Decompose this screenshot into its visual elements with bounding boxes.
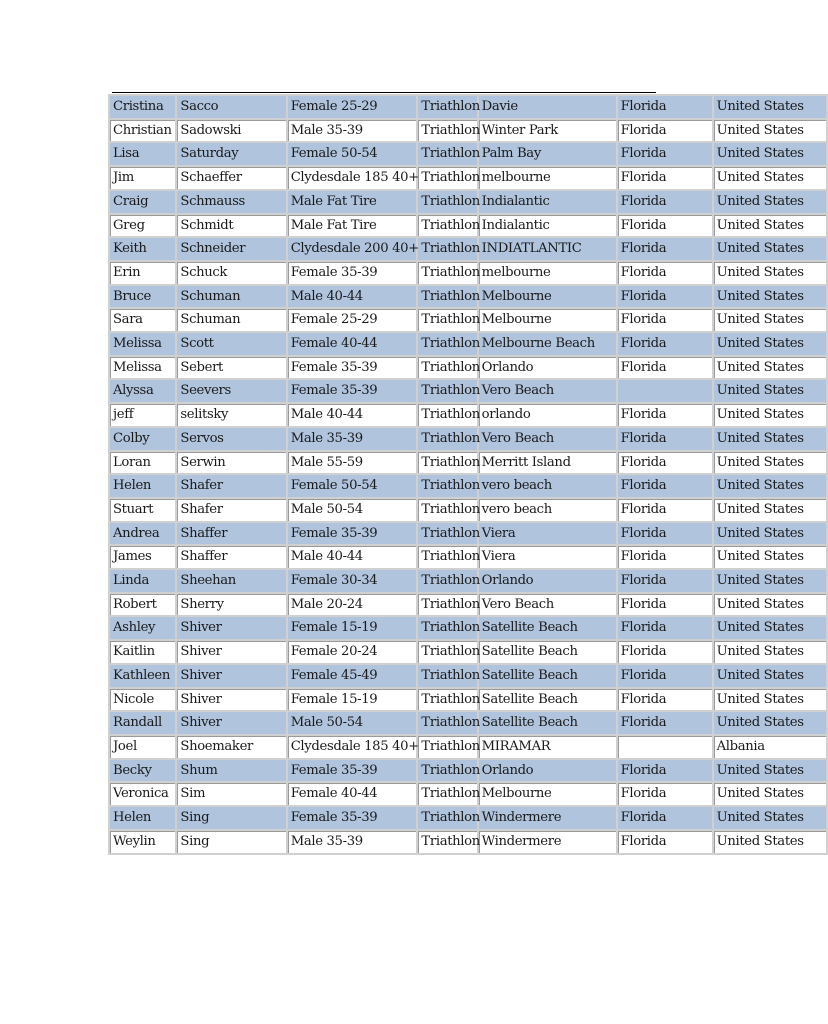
table-row [110, 215, 826, 237]
last-name-cell: Shafer [177, 475, 285, 497]
division-cell: Female 40-44 [288, 783, 417, 805]
state-cell [618, 736, 712, 758]
table-row [110, 689, 826, 711]
division-cell: Female 50-54 [288, 143, 417, 165]
division-cell: Female 45-49 [288, 665, 417, 687]
event-cell: Triathlon [418, 594, 476, 616]
event-cell: Triathlon [418, 96, 476, 118]
state-cell: Florida [618, 238, 712, 260]
first-name-cell: Bruce [110, 286, 175, 308]
state-cell: Florida [618, 428, 712, 450]
table-row [110, 452, 826, 474]
first-name-cell: Greg [110, 215, 175, 237]
division-cell: Female 15-19 [288, 689, 417, 711]
event-cell: Triathlon [418, 712, 476, 734]
city-cell: Davie [479, 96, 616, 118]
table-row [110, 499, 826, 521]
state-cell: Florida [618, 404, 712, 426]
first-name-cell: Melissa [110, 357, 175, 379]
table-row [110, 143, 826, 165]
first-name-cell: Christian [110, 120, 175, 142]
city-cell: orlando [479, 404, 616, 426]
city-cell: Windermere [479, 807, 616, 829]
division-cell: Male 20-24 [288, 594, 417, 616]
top-rule [112, 92, 656, 93]
division-cell: Female 30-34 [288, 570, 417, 592]
division-cell: Male 35-39 [288, 120, 417, 142]
last-name-cell: selitsky [177, 404, 285, 426]
table-row [110, 167, 826, 189]
state-cell: Florida [618, 689, 712, 711]
results-table-viewport [108, 94, 804, 916]
state-cell: Florida [618, 807, 712, 829]
first-name-cell: Ashley [110, 617, 175, 639]
last-name-cell: Schuman [177, 309, 285, 331]
first-name-cell: Kathleen [110, 665, 175, 687]
division-cell: Male Fat Tire [288, 215, 417, 237]
state-cell: Florida [618, 286, 712, 308]
event-cell: Triathlon [418, 357, 476, 379]
country-cell: United States [714, 120, 826, 142]
country-cell: United States [714, 475, 826, 497]
country-cell: United States [714, 380, 826, 402]
state-cell: Florida [618, 309, 712, 331]
state-cell: Florida [618, 594, 712, 616]
last-name-cell: Shaffer [177, 546, 285, 568]
event-cell: Triathlon [418, 641, 476, 663]
event-cell: Triathlon [418, 736, 476, 758]
division-cell: Female 20-24 [288, 641, 417, 663]
city-cell: Orlando [479, 760, 616, 782]
country-cell: United States [714, 499, 826, 521]
division-cell: Male 50-54 [288, 712, 417, 734]
last-name-cell: Shiver [177, 665, 285, 687]
state-cell: Florida [618, 641, 712, 663]
event-cell: Triathlon [418, 404, 476, 426]
table-row [110, 475, 826, 497]
last-name-cell: Schaeffer [177, 167, 285, 189]
city-cell: Vero Beach [479, 594, 616, 616]
last-name-cell: Schuck [177, 262, 285, 284]
table-row [110, 191, 826, 213]
first-name-cell: Weylin [110, 831, 175, 853]
event-cell: Triathlon [418, 831, 476, 853]
division-cell: Male Fat Tire [288, 191, 417, 213]
state-cell: Florida [618, 191, 712, 213]
last-name-cell: Shaffer [177, 523, 285, 545]
state-cell: Florida [618, 120, 712, 142]
division-cell: Male 40-44 [288, 546, 417, 568]
first-name-cell: Helen [110, 475, 175, 497]
division-cell: Female 35-39 [288, 357, 417, 379]
city-cell: Satellite Beach [479, 641, 616, 663]
last-name-cell: Schneider [177, 238, 285, 260]
division-cell: Female 40-44 [288, 333, 417, 355]
country-cell: United States [714, 452, 826, 474]
first-name-cell: Colby [110, 428, 175, 450]
event-cell: Triathlon [418, 546, 476, 568]
state-cell: Florida [618, 333, 712, 355]
last-name-cell: Schmauss [177, 191, 285, 213]
last-name-cell: Shoemaker [177, 736, 285, 758]
city-cell: vero beach [479, 499, 616, 521]
country-cell: United States [714, 357, 826, 379]
event-cell: Triathlon [418, 286, 476, 308]
country-cell: United States [714, 238, 826, 260]
event-cell: Triathlon [418, 262, 476, 284]
table-row [110, 594, 826, 616]
first-name-cell: Sara [110, 309, 175, 331]
country-cell: United States [714, 665, 826, 687]
table-row [110, 783, 826, 805]
table-row [110, 523, 826, 545]
city-cell: Viera [479, 546, 616, 568]
event-cell: Triathlon [418, 143, 476, 165]
last-name-cell: Sherry [177, 594, 285, 616]
division-cell: Male 55-59 [288, 452, 417, 474]
city-cell: Orlando [479, 570, 616, 592]
last-name-cell: Scott [177, 333, 285, 355]
table-row [110, 665, 826, 687]
table-row [110, 428, 826, 450]
first-name-cell: Cristina [110, 96, 175, 118]
table-row [110, 120, 826, 142]
last-name-cell: Schuman [177, 286, 285, 308]
division-cell: Female 25-29 [288, 309, 417, 331]
country-cell: United States [714, 594, 826, 616]
table-row [110, 238, 826, 260]
first-name-cell: Melissa [110, 333, 175, 355]
last-name-cell: Sadowski [177, 120, 285, 142]
last-name-cell: Schmidt [177, 215, 285, 237]
event-cell: Triathlon [418, 499, 476, 521]
country-cell: United States [714, 333, 826, 355]
table-row [110, 286, 826, 308]
division-cell: Clydesdale 200 40+ [288, 238, 417, 260]
table-row [110, 380, 826, 402]
city-cell: Satellite Beach [479, 665, 616, 687]
city-cell: Vero Beach [479, 428, 616, 450]
event-cell: Triathlon [418, 215, 476, 237]
city-cell: Indialantic [479, 191, 616, 213]
country-cell: United States [714, 191, 826, 213]
city-cell: Palm Bay [479, 143, 616, 165]
first-name-cell: Jim [110, 167, 175, 189]
last-name-cell: Servos [177, 428, 285, 450]
country-cell: United States [714, 712, 826, 734]
state-cell: Florida [618, 215, 712, 237]
event-cell: Triathlon [418, 167, 476, 189]
table-row [110, 807, 826, 829]
country-cell: United States [714, 143, 826, 165]
city-cell: melbourne [479, 167, 616, 189]
country-cell: United States [714, 428, 826, 450]
last-name-cell: Shiver [177, 641, 285, 663]
event-cell: Triathlon [418, 760, 476, 782]
division-cell: Male 50-54 [288, 499, 417, 521]
table-row [110, 641, 826, 663]
table-row [110, 262, 826, 284]
first-name-cell: jeff [110, 404, 175, 426]
division-cell: Female 35-39 [288, 523, 417, 545]
first-name-cell: Andrea [110, 523, 175, 545]
country-cell: United States [714, 523, 826, 545]
table-row [110, 736, 826, 758]
city-cell: Melbourne [479, 286, 616, 308]
state-cell: Florida [618, 665, 712, 687]
city-cell: Merritt Island [479, 452, 616, 474]
event-cell: Triathlon [418, 191, 476, 213]
state-cell: Florida [618, 475, 712, 497]
table-row [110, 404, 826, 426]
state-cell: Florida [618, 262, 712, 284]
first-name-cell: Lisa [110, 143, 175, 165]
event-cell: Triathlon [418, 380, 476, 402]
event-cell: Triathlon [418, 807, 476, 829]
first-name-cell: Nicole [110, 689, 175, 711]
state-cell: Florida [618, 570, 712, 592]
first-name-cell: Loran [110, 452, 175, 474]
event-cell: Triathlon [418, 570, 476, 592]
division-cell: Clydesdale 185 40+ [288, 167, 417, 189]
city-cell: Viera [479, 523, 616, 545]
last-name-cell: Sheehan [177, 570, 285, 592]
country-cell: United States [714, 617, 826, 639]
country-cell: Albania [714, 736, 826, 758]
city-cell: melbourne [479, 262, 616, 284]
division-cell: Female 35-39 [288, 807, 417, 829]
state-cell: Florida [618, 96, 712, 118]
city-cell: Melbourne Beach [479, 333, 616, 355]
state-cell: Florida [618, 712, 712, 734]
table-row [110, 570, 826, 592]
table-row [110, 617, 826, 639]
first-name-cell: Joel [110, 736, 175, 758]
city-cell: Windermere [479, 831, 616, 853]
last-name-cell: Serwin [177, 452, 285, 474]
city-cell: Melbourne [479, 309, 616, 331]
event-cell: Triathlon [418, 309, 476, 331]
event-cell: Triathlon [418, 238, 476, 260]
division-cell: Male 35-39 [288, 831, 417, 853]
first-name-cell: James [110, 546, 175, 568]
table-row [110, 333, 826, 355]
division-cell: Female 50-54 [288, 475, 417, 497]
first-name-cell: Becky [110, 760, 175, 782]
last-name-cell: Shum [177, 760, 285, 782]
state-cell: Florida [618, 357, 712, 379]
first-name-cell: Robert [110, 594, 175, 616]
last-name-cell: Sacco [177, 96, 285, 118]
last-name-cell: Sim [177, 783, 285, 805]
division-cell: Female 15-19 [288, 617, 417, 639]
table-row [110, 831, 826, 853]
country-cell: United States [714, 689, 826, 711]
last-name-cell: Seevers [177, 380, 285, 402]
table-row [110, 760, 826, 782]
event-cell: Triathlon [418, 689, 476, 711]
state-cell: Florida [618, 783, 712, 805]
country-cell: United States [714, 309, 826, 331]
country-cell: United States [714, 641, 826, 663]
city-cell: INDIATLANTIC [479, 238, 616, 260]
country-cell: United States [714, 404, 826, 426]
country-cell: United States [714, 167, 826, 189]
first-name-cell: Keith [110, 238, 175, 260]
first-name-cell: Erin [110, 262, 175, 284]
division-cell: Male 40-44 [288, 404, 417, 426]
last-name-cell: Sebert [177, 357, 285, 379]
city-cell: Satellite Beach [479, 617, 616, 639]
first-name-cell: Craig [110, 191, 175, 213]
country-cell: United States [714, 831, 826, 853]
event-cell: Triathlon [418, 333, 476, 355]
event-cell: Triathlon [418, 452, 476, 474]
division-cell: Male 35-39 [288, 428, 417, 450]
first-name-cell: Stuart [110, 499, 175, 521]
table-row [110, 357, 826, 379]
event-cell: Triathlon [418, 523, 476, 545]
state-cell: Florida [618, 167, 712, 189]
last-name-cell: Shiver [177, 617, 285, 639]
first-name-cell: Veronica [110, 783, 175, 805]
country-cell: United States [714, 570, 826, 592]
state-cell: Florida [618, 499, 712, 521]
country-cell: United States [714, 807, 826, 829]
event-cell: Triathlon [418, 783, 476, 805]
first-name-cell: Kaitlin [110, 641, 175, 663]
event-cell: Triathlon [418, 617, 476, 639]
first-name-cell: Alyssa [110, 380, 175, 402]
country-cell: United States [714, 286, 826, 308]
first-name-cell: Linda [110, 570, 175, 592]
event-cell: Triathlon [418, 665, 476, 687]
country-cell: United States [714, 760, 826, 782]
table-row [110, 309, 826, 331]
city-cell: Satellite Beach [479, 689, 616, 711]
last-name-cell: Shafer [177, 499, 285, 521]
last-name-cell: Shiver [177, 712, 285, 734]
country-cell: United States [714, 783, 826, 805]
city-cell: Vero Beach [479, 380, 616, 402]
city-cell: MIRAMAR [479, 736, 616, 758]
last-name-cell: Sing [177, 831, 285, 853]
state-cell: Florida [618, 760, 712, 782]
country-cell: United States [714, 262, 826, 284]
state-cell: Florida [618, 546, 712, 568]
first-name-cell: Helen [110, 807, 175, 829]
state-cell: Florida [618, 617, 712, 639]
country-cell: United States [714, 96, 826, 118]
state-cell: Florida [618, 143, 712, 165]
table-row [110, 546, 826, 568]
division-cell: Female 35-39 [288, 262, 417, 284]
state-cell [618, 380, 712, 402]
last-name-cell: Saturday [177, 143, 285, 165]
division-cell: Male 40-44 [288, 286, 417, 308]
division-cell: Female 35-39 [288, 380, 417, 402]
state-cell: Florida [618, 831, 712, 853]
city-cell: Satellite Beach [479, 712, 616, 734]
first-name-cell: Randall [110, 712, 175, 734]
last-name-cell: Sing [177, 807, 285, 829]
table-row [110, 96, 826, 118]
last-name-cell: Shiver [177, 689, 285, 711]
city-cell: Indialantic [479, 215, 616, 237]
country-cell: United States [714, 215, 826, 237]
division-cell: Clydesdale 185 40+ [288, 736, 417, 758]
table-row [110, 712, 826, 734]
participant-table [108, 94, 828, 855]
state-cell: Florida [618, 523, 712, 545]
event-cell: Triathlon [418, 120, 476, 142]
city-cell: vero beach [479, 475, 616, 497]
participant-table-body [110, 96, 826, 853]
country-cell: United States [714, 546, 826, 568]
event-cell: Triathlon [418, 475, 476, 497]
city-cell: Orlando [479, 357, 616, 379]
division-cell: Female 25-29 [288, 96, 417, 118]
city-cell: Winter Park [479, 120, 616, 142]
city-cell: Melbourne [479, 783, 616, 805]
state-cell: Florida [618, 452, 712, 474]
division-cell: Female 35-39 [288, 760, 417, 782]
event-cell: Triathlon [418, 428, 476, 450]
